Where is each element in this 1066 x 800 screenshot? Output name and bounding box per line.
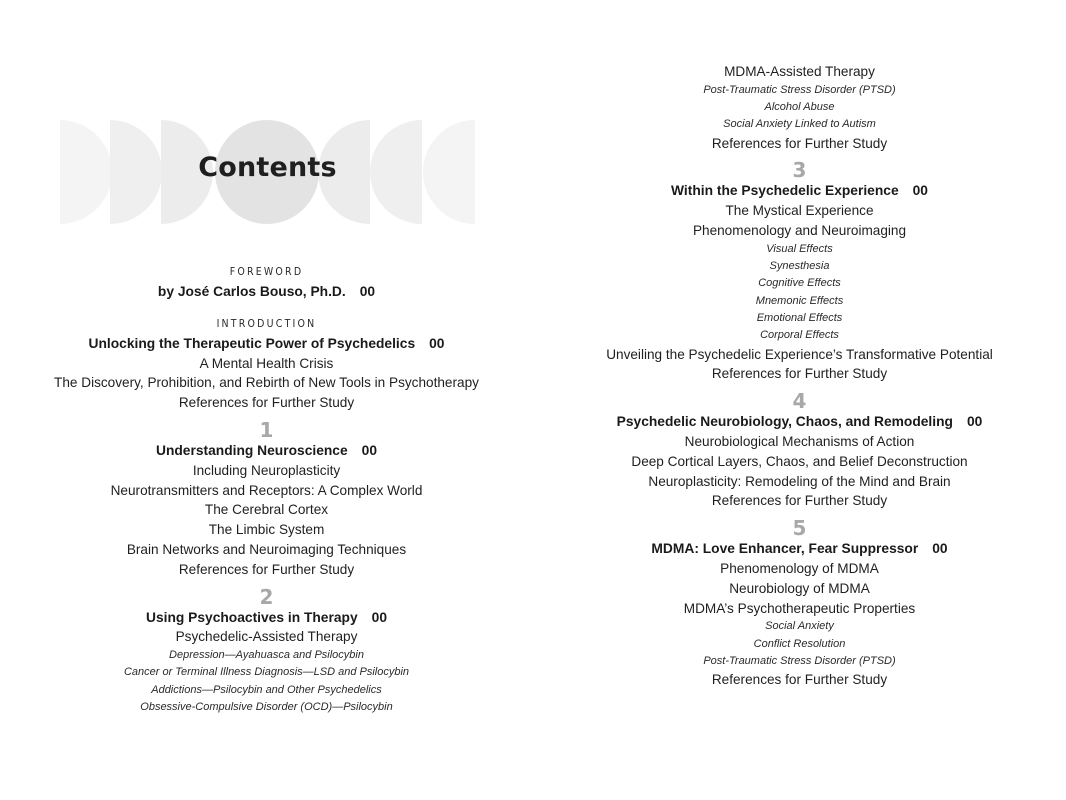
introduction-label: INTRODUCTION (216, 317, 317, 330)
toc-item[interactable]: A Mental Health Crisis (199, 355, 334, 371)
toc-right-column (533, 62, 1066, 690)
toc-item[interactable]: References for Further Study (711, 672, 888, 688)
right-page (533, 0, 1066, 800)
chapter-title: Understanding Neuroscience (155, 442, 348, 458)
chapter-title: MDMA: Love Enhancer, Fear Suppressor (651, 541, 919, 557)
toc-item[interactable]: Deep Cortical Layers, Chaos, and Belief Deconstruction (631, 453, 968, 469)
foreword-title: by José Carlos Bouso, Ph.D. (157, 284, 346, 299)
toc-left-column (0, 262, 533, 716)
toc-item[interactable]: MDMA’s Psychotherapeutic Properties (683, 600, 916, 616)
chapter-number: 3 (792, 158, 807, 183)
toc-subitem[interactable]: Synesthesia (769, 260, 830, 273)
toc-subitem[interactable]: Corporal Effects (760, 329, 839, 342)
toc-item[interactable]: Including Neuroplasticity (192, 462, 341, 478)
toc-item[interactable]: Neurotransmitters and Receptors: A Complex World (110, 482, 423, 498)
chapter-number: 5 (792, 516, 807, 541)
toc-subitem[interactable]: Emotional Effects (756, 312, 843, 325)
chapter-2-entry[interactable] (0, 608, 533, 628)
chapter-number: 2 (259, 584, 274, 609)
chapter-3-entry[interactable] (533, 181, 1066, 201)
toc-subitem[interactable]: Alcohol Abuse (764, 101, 835, 114)
toc-subitem[interactable]: Post-Traumatic Stress Disorder (PTSD) (703, 83, 896, 96)
page-number: 00 (429, 335, 445, 351)
page-number: 00 (912, 183, 928, 199)
introduction-entry[interactable] (0, 334, 533, 354)
chapter-title: Within the Psychedelic Experience (671, 183, 899, 199)
toc-subitem[interactable]: Visual Effects (766, 242, 833, 255)
toc-item[interactable]: References for Further Study (711, 135, 888, 151)
toc-subitem[interactable]: Obsessive-Compulsive Disorder (OCD)—Psilocybin (140, 701, 393, 714)
chapter-title: Psychedelic Neurobiology, Chaos, and Remodeling (616, 414, 953, 430)
page-number: 00 (966, 414, 983, 430)
toc-item[interactable]: Neuroplasticity: Remodeling of the Mind and Brain (648, 473, 951, 489)
toc-item[interactable]: The Cerebral Cortex (204, 502, 329, 518)
toc-item[interactable]: Phenomenology of MDMA (720, 561, 879, 577)
chapter-number: 1 (259, 417, 274, 442)
page-title: Contents (198, 152, 337, 183)
toc-item[interactable]: Neurobiological Mechanisms of Action (684, 434, 915, 450)
toc-subitem[interactable]: Mnemonic Effects (755, 294, 844, 307)
foreword-entry[interactable] (0, 282, 533, 302)
toc-item[interactable]: References for Further Study (178, 561, 355, 577)
toc-subitem[interactable]: Depression—Ayahuasca and Psilocybin (169, 649, 364, 662)
chapter-1-entry[interactable] (0, 441, 533, 461)
toc-item[interactable]: The Mystical Experience (725, 203, 874, 219)
chapter-title: Using Psychoactives in Therapy (146, 609, 358, 625)
toc-item[interactable]: Neurobiology of MDMA (729, 580, 870, 596)
toc-subitem[interactable]: Cognitive Effects (758, 277, 841, 290)
toc-subitem[interactable]: Addictions—Psilocybin and Other Psychedelics (151, 683, 382, 696)
toc-item[interactable]: Psychedelic-Assisted Therapy (175, 629, 358, 645)
toc-subitem[interactable]: Cancer or Terminal Illness Diagnosis—LSD and Psilocybin (123, 666, 410, 679)
page-number: 00 (361, 442, 378, 458)
toc-item[interactable]: Brain Networks and Neuroimaging Techniques (126, 541, 407, 557)
chapter-number: 4 (792, 389, 807, 414)
foreword-label: FOREWORD (229, 266, 304, 278)
toc-item[interactable]: Unveiling the Psychedelic Experience’s Transformative Potential (606, 346, 993, 362)
toc-item[interactable]: MDMA-Assisted Therapy (724, 64, 875, 79)
toc-subitem[interactable]: Social Anxiety (765, 620, 834, 633)
toc-item[interactable]: References for Further Study (711, 493, 888, 509)
toc-item[interactable]: The Limbic System (208, 522, 325, 538)
toc-subitem[interactable]: Conflict Resolution (753, 637, 846, 650)
toc-subitem[interactable]: Post-Traumatic Stress Disorder (PTSD) (703, 655, 896, 668)
toc-item[interactable]: Phenomenology and Neuroimaging (692, 223, 907, 239)
chapter-5-entry[interactable] (533, 539, 1066, 559)
introduction-title: Unlocking the Therapeutic Power of Psychedelics (88, 335, 416, 351)
page-number: 00 (371, 609, 387, 625)
toc-item[interactable]: References for Further Study (711, 366, 888, 382)
toc-item[interactable]: The Discovery, Prohibition, and Rebirth of New Tools in Psychotherapy (54, 375, 479, 391)
toc-item[interactable]: References for Further Study (178, 395, 355, 411)
chapter-4-entry[interactable] (533, 412, 1066, 432)
page-number: 00 (359, 284, 376, 299)
toc-subitem[interactable]: Social Anxiety Linked to Autism (723, 118, 876, 131)
page-number: 00 (932, 541, 948, 557)
